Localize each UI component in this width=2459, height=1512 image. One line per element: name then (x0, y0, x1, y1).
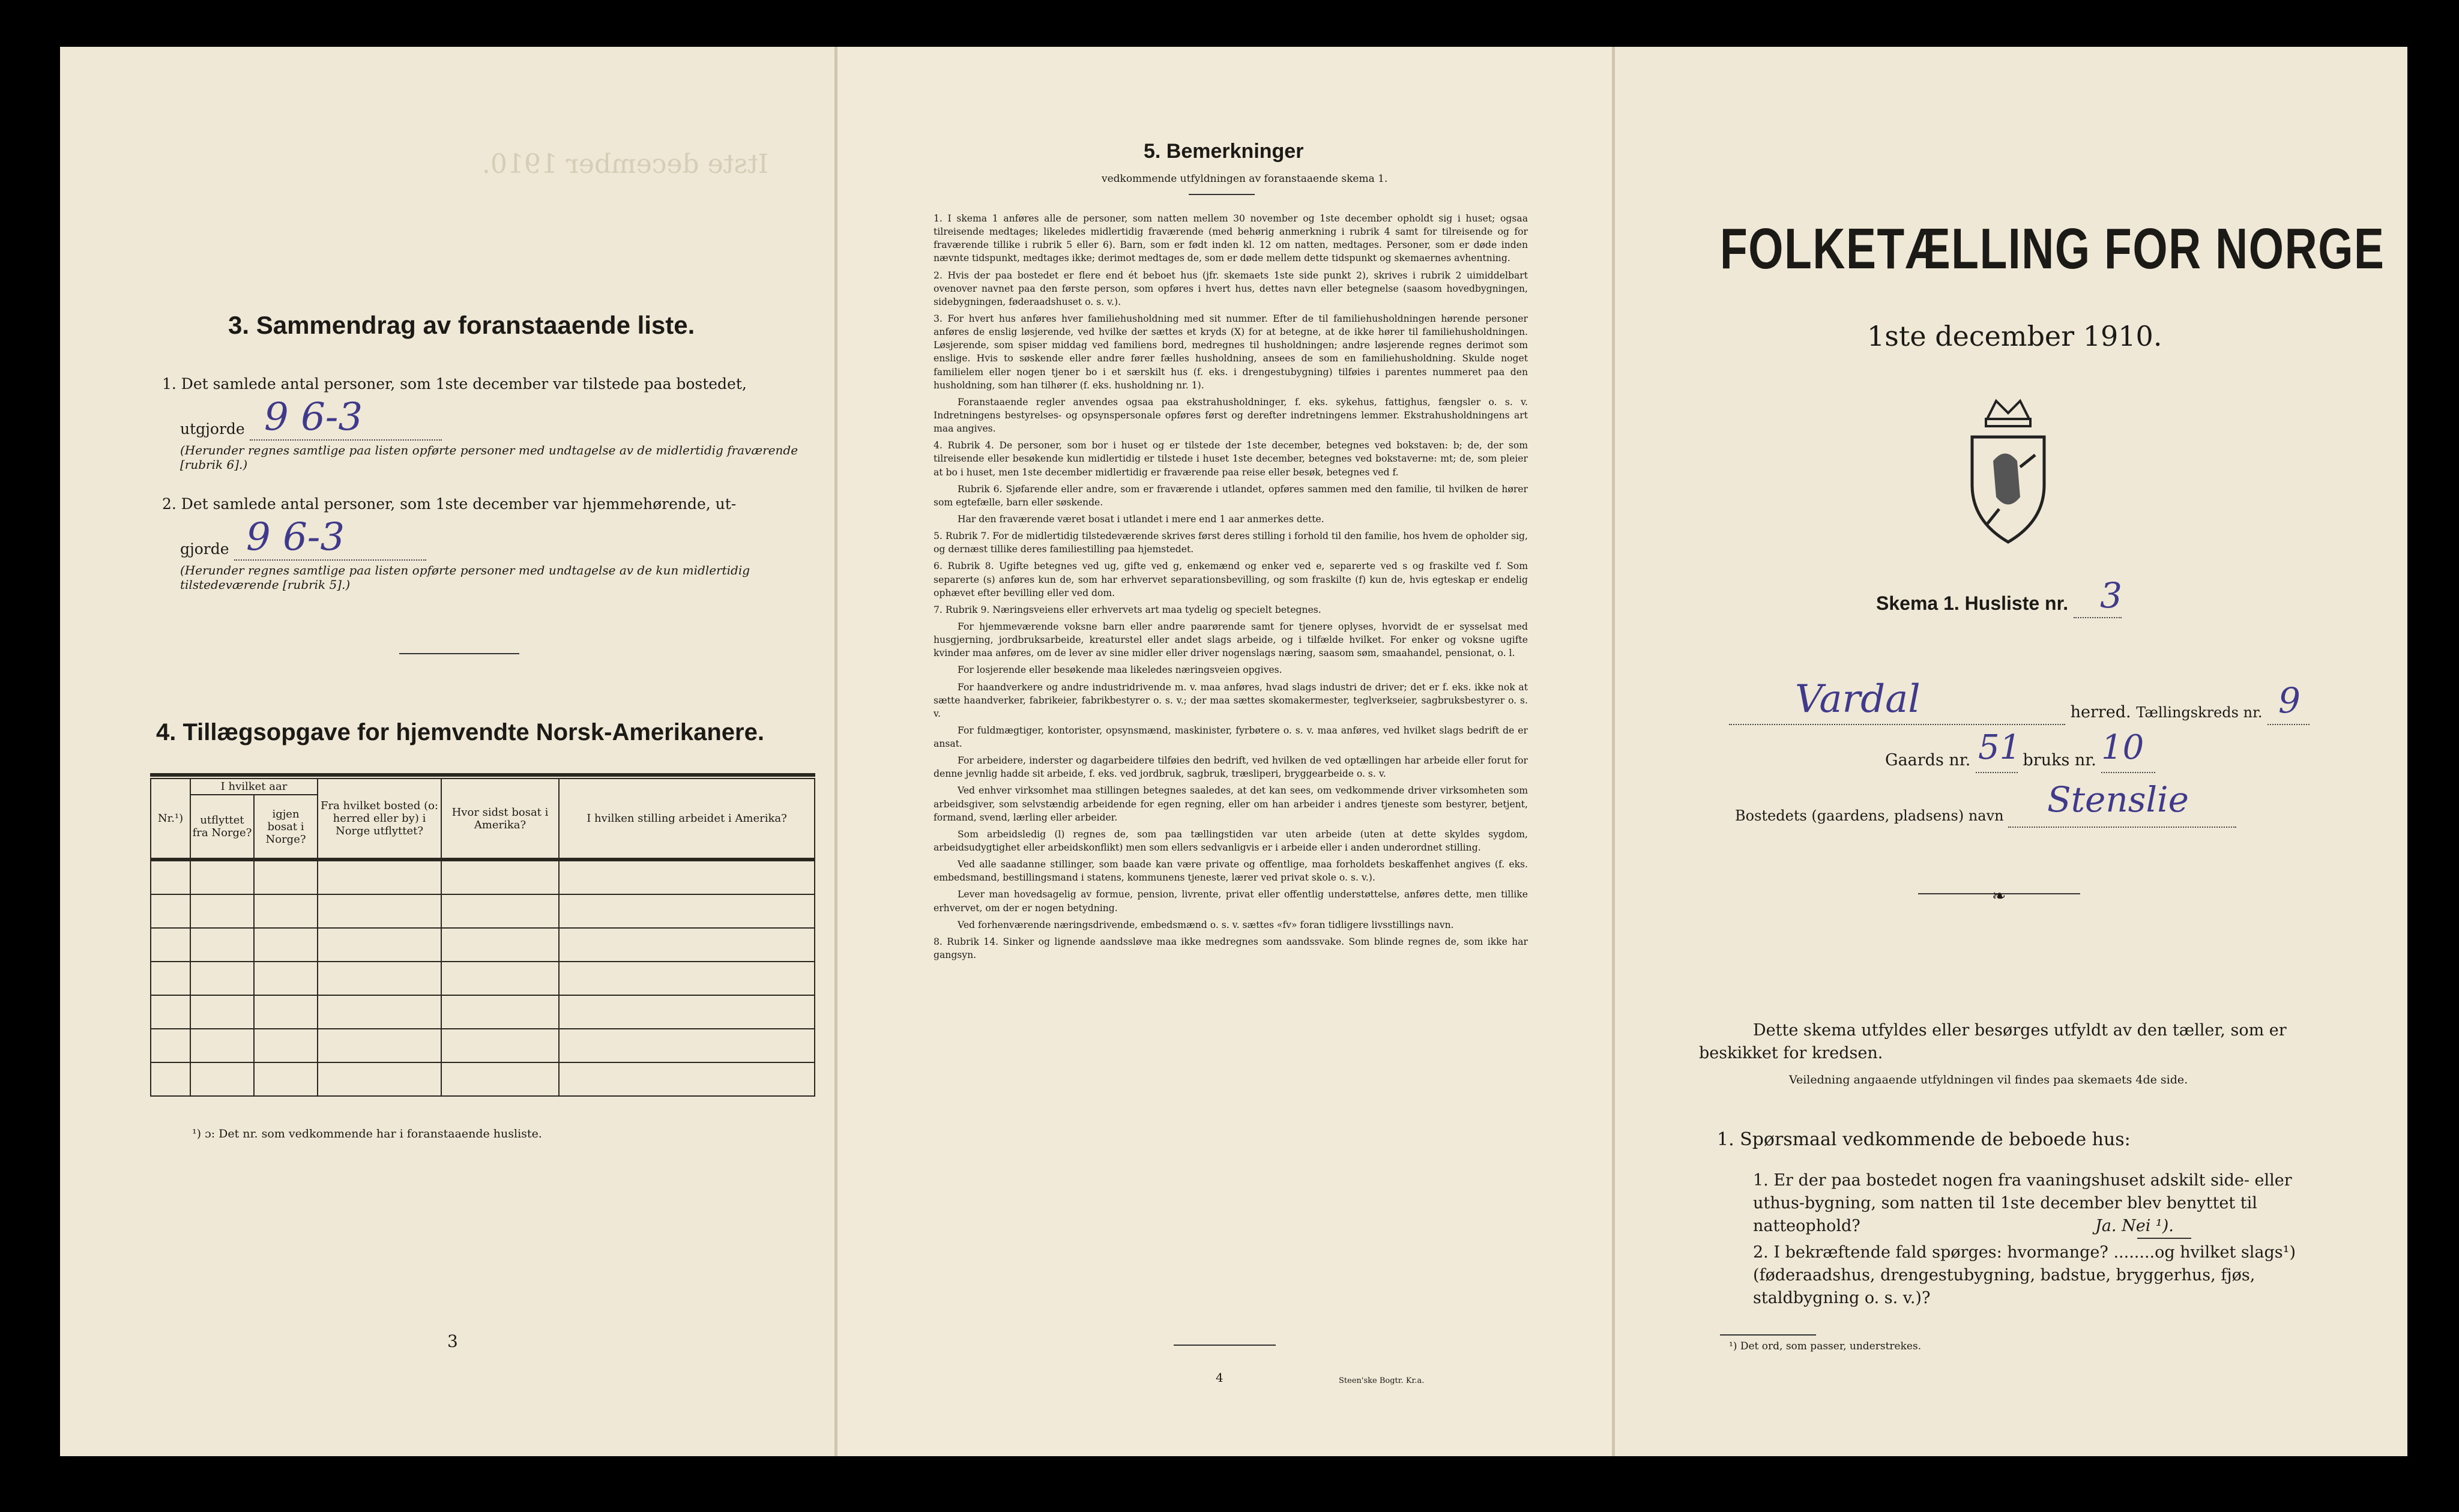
krets-label: Tællingskreds nr. (2136, 704, 2263, 721)
item2-note: (Herunder regnes samtlige paa listen opførte personer med undtagelse av de kun midlertidig tilstedeværende [rubrik 5].) (180, 563, 750, 592)
remark-paragraph: For arbeidere, inderster og dagarbeidere tilføies den bedrift, ved hvilken de ved optællingen har arbeide eller forut for denne jevnlig hadde sit arbeide, f. eks. ved jordbruk, sagbruk, træsliperi, bryggearbeide o. s. v. (934, 755, 1528, 780)
col-nr: Nr.¹) (151, 779, 190, 860)
remark-paragraph: Ved forhenværende næringsdrivende, embedsmænd o. s. v. sættes «fv» foran tidligere livsstillings navn. (958, 919, 1454, 930)
item1-utgjorde-label: utgjorde (180, 420, 245, 438)
coat-of-arms-emblem (1963, 395, 2053, 545)
bosted-label: Bostedets (gaardens, pladsens) navn (1735, 807, 2004, 824)
printer-imprint: Steen'ske Bogtr. Kr.a. (1339, 1376, 1425, 1385)
krets-handwritten: 9 (2278, 680, 2301, 721)
questions-rule (1720, 1334, 1816, 1336)
table-row (151, 1062, 815, 1096)
table-row (151, 1029, 815, 1062)
col-igjen: igjen bosat i Norge? (254, 795, 318, 860)
section4-rule (150, 773, 815, 777)
divider-rule (399, 653, 519, 654)
middle-page (837, 47, 1612, 1456)
item2-utgjorde-label: gjorde (180, 540, 229, 558)
bosted-handwritten: Stenslie (2047, 779, 2189, 820)
table-row (151, 995, 815, 1029)
summary-item-1 (162, 374, 822, 394)
census-date: 1ste december 1910. (1867, 320, 2162, 352)
herred-handwritten: Vardal (1795, 677, 1920, 721)
gaards-handwritten: 51 (1978, 728, 2021, 767)
remarks-body (934, 212, 1528, 965)
bruks-handwritten: 10 (2101, 728, 2144, 767)
remarks-end-rule (1174, 1345, 1276, 1346)
table-row (151, 962, 815, 995)
col-fra-bosted: Fra hvilket bosted (o: herred eller by) i Norge utflyttet? (318, 779, 441, 860)
census-main-title: FOLKETÆLLING FOR NORGE (1720, 217, 2385, 281)
remark-paragraph: Som arbeidsledig (l) regnes de, som paa tællingstiden var uten arbeide (uten at dette skyldes sygdom, arbeidsudygtighet eller arbeidskonflikt) men som ellers sedvanligvis er i arbeide eller i anden underordnet stilling. (934, 828, 1528, 854)
remark-paragraph: For fuldmægtiger, kontorister, opsynsmænd, maskinister, fyrbøtere o. s. v. maa anføres, ved hvilket slags bedrift de er ansat. (934, 724, 1528, 750)
right-footnote: ¹) Det ord, som passer, understrekes. (1729, 1340, 1922, 1352)
remark-paragraph: 6. Rubrik 8. Ugifte betegnes ved ug, gifte ved g, enkemænd og enker ved e, separerte ved s og fraskilte ved f. Som separerte (s) anføres kun de, som har erhvervet separationsbevilling, og som fraskilte (f) kun de, hvis egteskap er endelig ophævet efter bevilling eller ved dom. (934, 561, 1528, 598)
page-number-4: 4 (1216, 1370, 1223, 1385)
col-sidst-bosat: Hvor sidst bosat i Amerika? (441, 779, 559, 860)
col-utflyttet: utflyttet fra Norge? (190, 795, 254, 860)
item2-handwritten-value: 9 6-3 (246, 515, 345, 559)
norsk-amerikanere-table (150, 778, 815, 1097)
remark-paragraph: For losjerende eller besøkende maa likeledes næringsveien opgives. (958, 664, 1282, 676)
questions-title: 1. Spørsmaal vedkommende de beboede hus: (1717, 1129, 2131, 1150)
husliste-handwritten: 3 (2100, 575, 2122, 616)
remark-paragraph: 7. Rubrik 9. Næringsveiens eller erhvervets art maa tydelig og specielt betegnes. (934, 604, 1321, 615)
item1-handwritten-value: 9 6-3 (264, 395, 363, 439)
remark-paragraph: Ved enhver virksomhet maa stillingen betegnes saaledes, at det kan sees, om vedkommende driver virksomheten som arbeidsgiver, som selvstændig arbeidende for egen regning, eller om han arbeider i andres tjeneste som bestyrer, betjent, formand, svend, lærling eller arbeider. (934, 785, 1528, 823)
remark-paragraph: Ved alle saadanne stillinger, som baade kan være private og offentlige, maa forholdets beskaffenhet angives (f. eks. embedsmand, bestillingsmand i statens, kommunens tjeneste, lærer ved privat skole o. s. v.). (934, 859, 1528, 884)
item1-text: 1. Det samlede antal personer, som 1ste december var tilstede paa bostedet, (162, 375, 747, 393)
remark-paragraph: Har den fraværende været bosat i utlandet i mere end 1 aar anmerkes dette. (958, 513, 1324, 525)
remark-paragraph: Rubrik 6. Sjøfarende eller andre, som er fraværende i utlandet, opføres sammen med den familie, til hvilken de hører som egtefælle, barn eller søskende. (934, 483, 1528, 508)
remark-paragraph: 1. I skema 1 anføres alle de personer, som natten mellem 30 november og 1ste december opholdt sig i huset; ogsaa tilreisende medtages; likeledes midlertidig fraværende (med behørig anmerkning i rubrik 4 samt for tilreisende og for fraværende tillike i rubrik 5 eller 6). Barn, som er født inden kl. 12 om natten, medtages. Personer, som er døde inden nævnte tidspunkt, medtages ikke; derimot medtages de, som er døde mellem dette tidspunkt og skemaernes avhentning. (934, 213, 1528, 264)
gaards-label: Gaards nr. (1885, 751, 1971, 770)
section4-title: 4. Tillægsopgave for hjemvendte Norsk-Amerikanere. (156, 719, 764, 745)
answer-underline (2137, 1238, 2191, 1239)
instruction-text: Dette skema utfyldes eller besørges utfyldt av den tæller, som er beskikket for kredsen. (1699, 1021, 2287, 1062)
remark-paragraph: 5. Rubrik 7. For de midlertidig tilstedeværende skrives først deres stilling i forhold til den familie, hos hvem de opholder sig, og dernæst tillike deres familiestilling paa hjemstedet. (934, 531, 1528, 555)
table-row (151, 860, 815, 894)
remarks-rule (1189, 194, 1255, 195)
right-page (1615, 47, 2407, 1456)
remark-paragraph: For hjemmeværende voksne barn eller andre paarørende samt for tjenere oplyses, hvorvidt de er sysselsat med husgjerning, jordbruksarbeide, kreaturstel eller andet slags arbeide, og i tilfælde hvilket. For enker og voksne ugifte kvinder maa anføres, om de lever av sine midler eller driver nogenslags næring, saasom søm, smaahandel, pensionat, o. l. (934, 621, 1528, 659)
col-stilling: I hvilken stilling arbeidet i Amerika? (559, 779, 815, 860)
question-1-answer: Ja. Nei ¹). (2095, 1217, 2174, 1235)
page-number-3: 3 (447, 1331, 458, 1351)
table-footnote: ¹) ɔ: Det nr. som vedkommende har i foranstaaende husliste. (192, 1127, 542, 1140)
table-row (151, 894, 815, 928)
instruction-small: Veiledning angaaende utfyldningen vil findes paa skemaets 4de side. (1789, 1073, 2188, 1086)
remark-paragraph: 4. Rubrik 4. De personer, som bor i huset og er tilstede der 1ste december, betegnes ved bokstaven: b; de, der som tilreisende eller besøkende kun midlertidig er tilstede i huset 1ste december, betegnes ved bokstaverne: mt; de, som pleier at bo i huset, men 1ste december midlertidig er fraværende paa reise eller besøk, betegnes ved f. (934, 440, 1528, 478)
question-2: 2. I bekræftende fald spørges: hvormange? ........og hvilket slags¹) (føderaadshus, drengestubygning, badstue, bryggerhus, fjøs, staldbygning o. s. v.)? (1753, 1243, 2296, 1307)
remark-paragraph: 8. Rubrik 14. Sinker og lignende aandssløve maa ikke medregnes som aandssvake. Som blinde regnes de, som ikke har gangsyn. (934, 936, 1528, 961)
section3-title: 3. Sammendrag av foranstaaende liste. (228, 311, 695, 339)
bruks-label: bruks nr. (2023, 751, 2096, 770)
remarks-title: 5. Bemerkninger (1144, 140, 1304, 163)
herred-label: herred. (2070, 703, 2131, 721)
table-row (151, 928, 815, 962)
col-group-aar: I hvilket aar (190, 779, 318, 795)
remark-paragraph: For haandverkere og andre industridrivende m. v. maa anføres, hvad slags industri de driver; det er f. eks. ikke nok at sætte haandverker, fabrikeier, fabrikbestyrer o. s. v.; der maa sættes skomakermester, teglverkseier, sagbruksbestyrer o. s. v. (934, 681, 1528, 719)
remark-paragraph: 3. For hvert hus anføres hver familiehusholdning med sit nummer. Efter de til familiehusholdningen hørende personer anføres de enslig løsjerende, ved hvilke der sættes et kryds (X) for at betegne, at de ikke hører til familiehusholdningen. Løsjerende, som spiser middag ved familiens bord, medregnes til husholdningen; andre løsjerende regnes derimot som enslige. Hvis to søskende eller andre fører fælles husholdning, ansees de som en familiehusholdning. Skulde noget familielem eller nogen tjener bo i et særskilt hus (f. eks. i drengestubygning) tilføies i parentes nummeret paa den husholdning, som han tilhører (f. eks. husholdning nr. 1). (934, 313, 1528, 391)
item1-note: (Herunder regnes samtlige paa listen opførte personer med undtagelse av de midlertidig fraværende [rubrik 6].) (180, 443, 798, 472)
remark-paragraph: 2. Hvis der paa bostedet er flere end ét beboet hus (jfr. skemaets 1ste side punkt 2), skrives i rubrik 2 uimiddelbart ovenover navnet paa den første person, som opføres i hvert hus, dettes navn eller betegnelse (saasom hovedbygningen, sidebygningen, føderaadshuset o. s. v.). (934, 270, 1528, 307)
remarks-subtitle: vedkommende utfyldningen av foranstaaende skema 1. (1102, 173, 1388, 185)
faint-mirror-text: Itste december 1910. (481, 149, 768, 179)
item2-text: 2. Det samlede antal personer, som 1ste december var hjemmehørende, ut- (162, 495, 737, 513)
schema-label: Skema 1. Husliste nr. (1876, 592, 2069, 614)
remark-paragraph: Lever man hovedsagelig av formue, pension, livrente, privat eller offentlig understøttelse, anføres dette, men tillike erhvervet, om der er nogen betydning. (934, 889, 1528, 914)
question-1: 1. Er der paa bostedet nogen fra vaaningshuset adskilt side- eller uthus-bygning, som natten til 1ste december blev benyttet til natteophold? (1753, 1171, 2292, 1235)
schema-line (1876, 590, 2122, 618)
ornament-glyph: ❧ (1992, 886, 2006, 906)
left-page (60, 47, 834, 1456)
remark-paragraph: Foranstaaende regler anvendes ogsaa paa ekstrahusholdninger, f. eks. sykehus, fattighus, fængsler o. s. v. Indretningens bestyrelses- og opsynspersonale opføres først og derefter indretningens lemmer. Ekstrahusholdningens art maa angives. (934, 396, 1528, 435)
